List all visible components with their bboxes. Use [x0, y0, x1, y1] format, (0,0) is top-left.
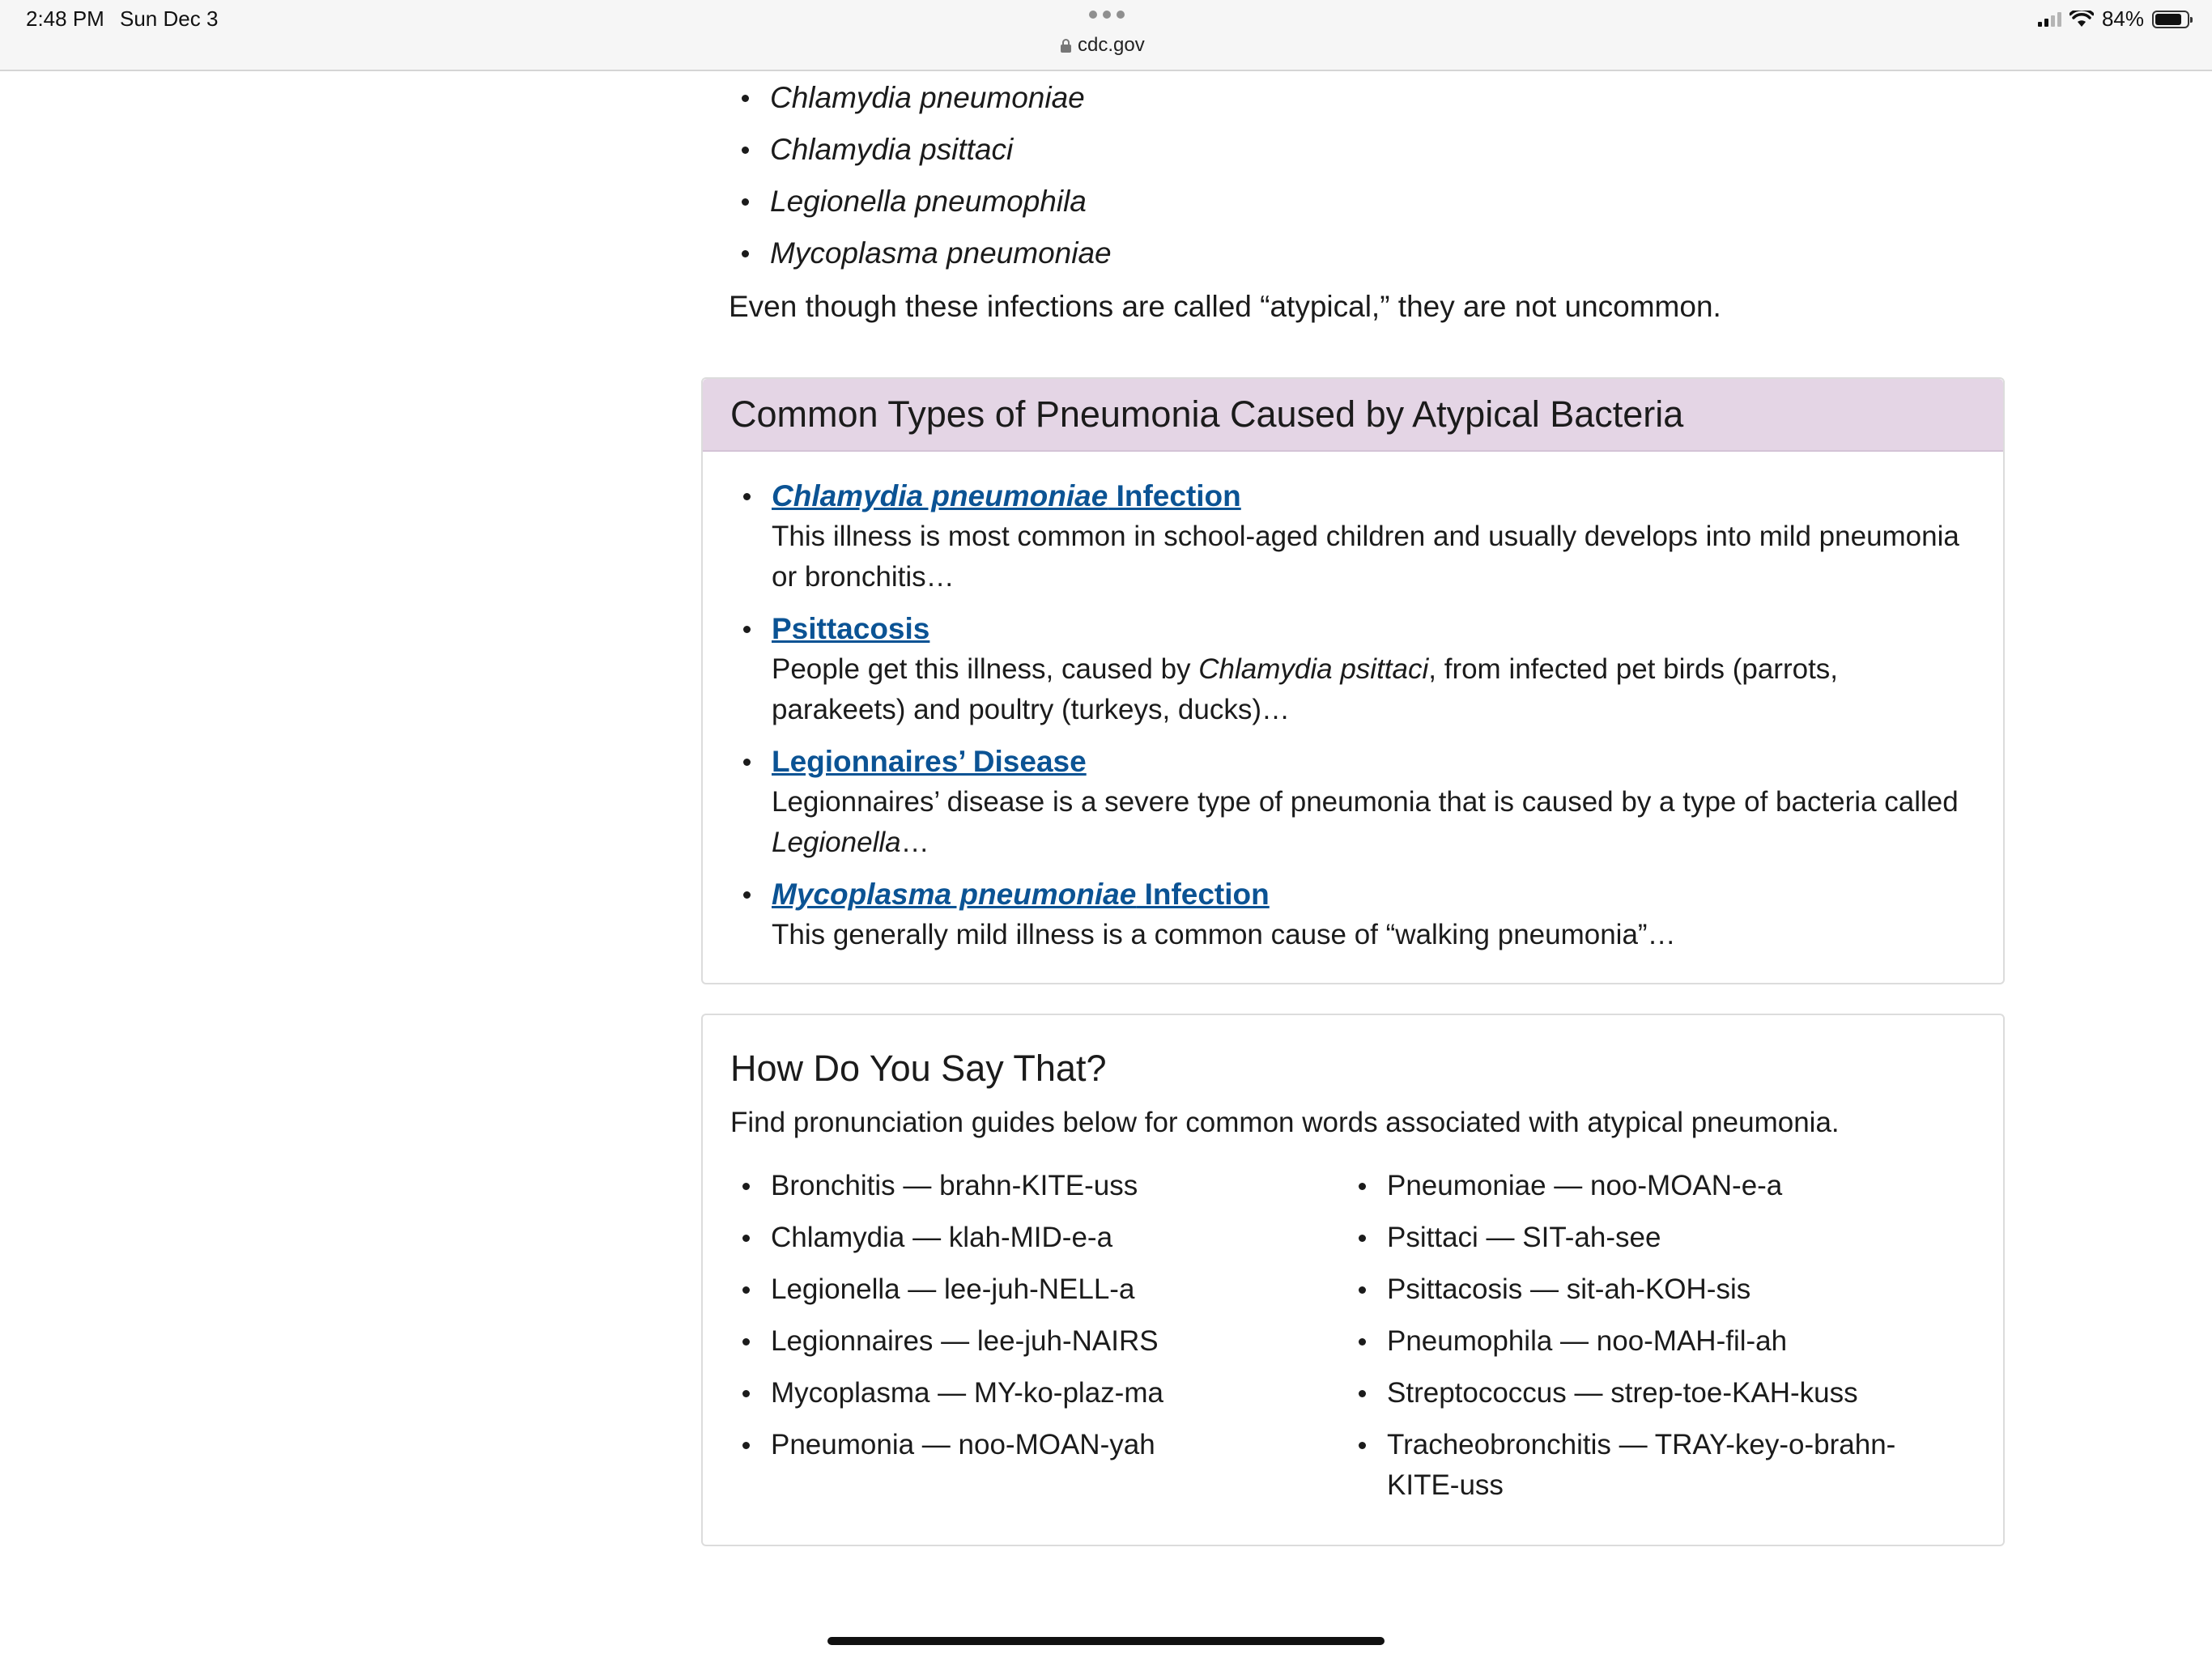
pneumonia-type-item	[703, 609, 2003, 730]
cellular-signal-icon	[2038, 12, 2061, 27]
description-segment: This generally mild illness is a common cause of “walking pneumonia”…	[772, 919, 1676, 950]
pneumonia-type-description	[772, 517, 2003, 597]
pneumonia-type-link[interactable]	[772, 878, 1270, 911]
pneumonia-type-description	[772, 915, 2003, 955]
status-time: 2:48 PM	[26, 6, 104, 31]
pneumonia-type-link-text[interactable]: Psittacosis	[772, 612, 930, 645]
url-text: cdc.gov	[1078, 34, 1145, 56]
pronunciation-item: Mycoplasma — MY-ko-plaz-ma	[730, 1373, 1346, 1414]
pronunciation-item: Psittacosis — sit-ah-KOH-sis	[1346, 1269, 1963, 1310]
status-date: Sun Dec 3	[120, 6, 219, 31]
pronunciation-item: Tracheobronchitis — TRAY-key-o-brahn-KITE-uss	[1346, 1425, 1963, 1506]
description-segment: , from infected pet birds (parrots, parakeets) and poultry (turkeys, ducks)…	[772, 653, 1839, 725]
home-indicator[interactable]	[827, 1637, 1385, 1645]
bacteria-list-item: Chlamydia pneumoniae	[701, 78, 2005, 118]
pneumonia-type-link[interactable]	[772, 745, 1087, 778]
address-bar[interactable]	[1061, 34, 1145, 57]
pneumonia-type-description	[772, 649, 2003, 730]
pronunciation-columns	[730, 1166, 1976, 1517]
lock-icon	[1061, 39, 1071, 53]
bacteria-list-item: Chlamydia psittaci	[701, 130, 2005, 170]
pronunciation-item: Psittaci — SIT-ah-see	[1346, 1218, 1963, 1258]
atypical-note: Even though these infections are called “atypical,” they are not uncommon.	[729, 290, 1721, 323]
description-segment: People get this illness, caused by	[772, 653, 1199, 685]
pronunciation-item: Legionnaires — lee-juh-NAIRS	[730, 1321, 1346, 1362]
pronunciation-item: Pneumoniae — noo-MOAN-e-a	[1346, 1166, 1963, 1206]
pneumonia-types-title: Common Types of Pneumonia Caused by Atypical Bacteria	[703, 379, 2003, 452]
pronunciation-title: How Do You Say That?	[730, 1048, 1107, 1089]
pronunciation-item: Pneumonia — noo-MOAN-yah	[730, 1425, 1346, 1465]
pneumonia-type-link-italic[interactable]: Mycoplasma pneumoniae	[772, 878, 1137, 911]
pneumonia-type-item	[703, 874, 2003, 955]
description-segment: …	[900, 827, 929, 858]
bacteria-list-item: Mycoplasma pneumoniae	[701, 233, 2005, 274]
bacteria-list	[701, 78, 2005, 274]
pronunciation-intro: Find pronunciation guides below for common words associated with atypical pneumonia.	[730, 1107, 1840, 1138]
pronunciation-card	[701, 1014, 2005, 1546]
bacteria-list-item: Legionella pneumophila	[701, 181, 2005, 222]
article-content	[701, 70, 2005, 1546]
more-dots-icon[interactable]	[1089, 11, 1125, 19]
pneumonia-type-link[interactable]	[772, 479, 1241, 512]
pronunciation-list-right	[1346, 1166, 1963, 1517]
pneumonia-type-item	[703, 742, 2003, 863]
pronunciation-item: Legionella — lee-juh-NELL-a	[730, 1269, 1346, 1310]
pneumonia-type-description	[772, 782, 2003, 863]
pneumonia-types-card	[701, 377, 2005, 984]
pneumonia-type-link-text[interactable]: Infection	[1136, 878, 1270, 911]
pneumonia-types-list	[703, 452, 2003, 983]
wifi-icon	[2069, 11, 2094, 28]
description-segment: Legionella	[772, 827, 901, 858]
status-indicators	[2038, 6, 2189, 32]
pneumonia-type-link-text[interactable]: Infection	[1108, 479, 1241, 512]
description-segment: Chlamydia psittaci	[1198, 653, 1429, 685]
pneumonia-type-link-italic[interactable]: Chlamydia pneumoniae	[772, 479, 1108, 512]
status-bar	[0, 0, 2212, 71]
pneumonia-type-link-text[interactable]: Legionnaires’ Disease	[772, 745, 1087, 778]
pneumonia-type-item	[703, 476, 2003, 597]
pronunciation-item: Bronchitis — brahn-KITE-uss	[730, 1166, 1346, 1206]
battery-icon	[2152, 11, 2189, 28]
pneumonia-type-link[interactable]	[772, 612, 929, 645]
pronunciation-item: Streptococcus — strep-toe-KAH-kuss	[1346, 1373, 1963, 1414]
pronunciation-item: Chlamydia — klah-MID-e-a	[730, 1218, 1346, 1258]
description-segment: This illness is most common in school-aged children and usually develops into mild pneumonia or bronchitis…	[772, 521, 1959, 593]
battery-percent: 84%	[2101, 6, 2144, 31]
pronunciation-item: Pneumophila — noo-MAH-fil-ah	[1346, 1321, 1963, 1362]
pronunciation-list-left	[730, 1166, 1346, 1517]
description-segment: Legionnaires’ disease is a severe type of pneumonia that is caused by a type of bacteria called	[772, 786, 1959, 818]
